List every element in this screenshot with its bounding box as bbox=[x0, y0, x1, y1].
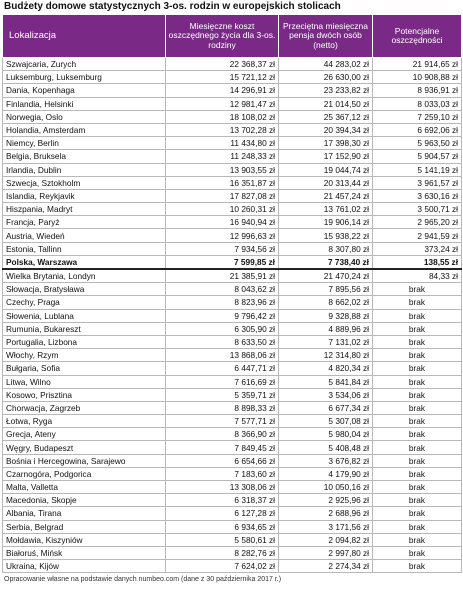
cell-monthly-cost: 14 296,91 zł bbox=[166, 84, 279, 97]
cell-location: Macedonia, Skopje bbox=[3, 494, 166, 507]
cell-location: Polska, Warszawa bbox=[3, 255, 166, 269]
cell-average-salary: 23 233,82 zł bbox=[279, 84, 373, 97]
cell-potential-savings: 2 965,20 zł bbox=[373, 216, 462, 229]
cell-monthly-cost: 7 934,56 zł bbox=[166, 242, 279, 255]
cell-location: Słowacja, Bratysława bbox=[3, 283, 166, 296]
cell-potential-savings: brak bbox=[373, 309, 462, 322]
cell-location: Francja, Paryż bbox=[3, 216, 166, 229]
cell-monthly-cost: 10 260,31 zł bbox=[166, 203, 279, 216]
table-row bbox=[3, 415, 462, 428]
cell-potential-savings: 21 914,65 zł bbox=[373, 58, 462, 71]
cell-monthly-cost: 6 447,71 zł bbox=[166, 362, 279, 375]
cell-monthly-cost: 12 996,63 zł bbox=[166, 229, 279, 242]
table-row bbox=[3, 283, 462, 296]
cell-average-salary: 19 044,74 zł bbox=[279, 163, 373, 176]
cell-location: Albania, Tirana bbox=[3, 507, 166, 520]
cell-monthly-cost: 13 868,06 zł bbox=[166, 349, 279, 362]
table-row bbox=[3, 189, 462, 202]
cell-average-salary: 3 676,82 zł bbox=[279, 454, 373, 467]
table-row bbox=[3, 296, 462, 309]
cell-potential-savings: 138,55 zł bbox=[373, 255, 462, 269]
cell-monthly-cost: 8 898,33 zł bbox=[166, 401, 279, 414]
cell-potential-savings: 3 500,71 zł bbox=[373, 203, 462, 216]
cell-location: Kosowo, Prisztina bbox=[3, 388, 166, 401]
cell-location: Bułgaria, Sofia bbox=[3, 362, 166, 375]
table-row bbox=[3, 58, 462, 71]
cell-location: Szwajcaria, Zurych bbox=[3, 58, 166, 71]
cell-potential-savings: 8 033,03 zł bbox=[373, 97, 462, 110]
cell-average-salary: 6 677,34 zł bbox=[279, 401, 373, 414]
cell-potential-savings: brak bbox=[373, 560, 462, 573]
table-row bbox=[3, 362, 462, 375]
table-row bbox=[3, 428, 462, 441]
cell-average-salary: 2 274,34 zł bbox=[279, 560, 373, 573]
cell-potential-savings: brak bbox=[373, 546, 462, 559]
cell-potential-savings: 6 692,06 zł bbox=[373, 123, 462, 136]
cell-location: Czarnogóra, Podgorica bbox=[3, 467, 166, 480]
cell-monthly-cost: 18 108,02 zł bbox=[166, 110, 279, 123]
table-row bbox=[3, 322, 462, 335]
table-row bbox=[3, 229, 462, 242]
table-row bbox=[3, 335, 462, 348]
cell-location: Malta, Valletta bbox=[3, 481, 166, 494]
cell-monthly-cost: 8 366,90 zł bbox=[166, 428, 279, 441]
cell-average-salary: 7 738,40 zł bbox=[279, 255, 373, 269]
cell-location: Norwegia, Oslo bbox=[3, 110, 166, 123]
cell-potential-savings: brak bbox=[373, 494, 462, 507]
cell-location: Austria, Wiedeń bbox=[3, 229, 166, 242]
cell-location: Portugalia, Lizbona bbox=[3, 335, 166, 348]
cell-potential-savings: brak bbox=[373, 428, 462, 441]
table-row bbox=[3, 520, 462, 533]
cell-average-salary: 20 394,34 zł bbox=[279, 123, 373, 136]
table-row bbox=[3, 546, 462, 559]
cell-potential-savings: 5 963,50 zł bbox=[373, 137, 462, 150]
table-row bbox=[3, 560, 462, 573]
table-row bbox=[3, 533, 462, 546]
cell-monthly-cost: 6 305,90 zł bbox=[166, 322, 279, 335]
cell-location: Mołdawia, Kiszyniów bbox=[3, 533, 166, 546]
cell-potential-savings: brak bbox=[373, 520, 462, 533]
cell-location: Islandia, Reykjavik bbox=[3, 189, 166, 202]
cell-monthly-cost: 6 934,65 zł bbox=[166, 520, 279, 533]
table-row bbox=[3, 242, 462, 255]
table-row bbox=[3, 481, 462, 494]
cell-location: Łotwa, Ryga bbox=[3, 415, 166, 428]
cell-location: Ukraina, Kijów bbox=[3, 560, 166, 573]
cell-average-salary: 21 470,24 zł bbox=[279, 269, 373, 283]
cell-location: Włochy, Rzym bbox=[3, 349, 166, 362]
cell-location: Szwecja, Sztokholm bbox=[3, 176, 166, 189]
cell-location: Finlandia, Helsinki bbox=[3, 97, 166, 110]
cell-average-salary: 21 457,24 zł bbox=[279, 189, 373, 202]
cell-potential-savings: 7 259,10 zł bbox=[373, 110, 462, 123]
cell-monthly-cost: 13 702,28 zł bbox=[166, 123, 279, 136]
cell-potential-savings: brak bbox=[373, 454, 462, 467]
table-row bbox=[3, 375, 462, 388]
cell-location: Irlandia, Dublin bbox=[3, 163, 166, 176]
cell-monthly-cost: 7 624,02 zł bbox=[166, 560, 279, 573]
table-row bbox=[3, 216, 462, 229]
cell-location: Białoruś, Mińsk bbox=[3, 546, 166, 559]
table-row bbox=[3, 97, 462, 110]
cell-monthly-cost: 22 368,37 zł bbox=[166, 58, 279, 71]
cell-average-salary: 7 131,02 zł bbox=[279, 335, 373, 348]
cell-average-salary: 17 152,90 zł bbox=[279, 150, 373, 163]
cell-average-salary: 2 688,96 zł bbox=[279, 507, 373, 520]
cell-monthly-cost: 7 616,69 zł bbox=[166, 375, 279, 388]
cell-average-salary: 20 313,44 zł bbox=[279, 176, 373, 189]
cell-potential-savings: 84,33 zł bbox=[373, 269, 462, 283]
cell-average-salary: 44 283,02 zł bbox=[279, 58, 373, 71]
cell-potential-savings: brak bbox=[373, 296, 462, 309]
cell-average-salary: 2 997,80 zł bbox=[279, 546, 373, 559]
cell-potential-savings: 5 141,19 zł bbox=[373, 163, 462, 176]
table-row bbox=[3, 255, 462, 269]
cell-average-salary: 2 925,96 zł bbox=[279, 494, 373, 507]
header-row bbox=[3, 15, 462, 58]
table-row bbox=[3, 71, 462, 84]
table-row bbox=[3, 309, 462, 322]
cell-monthly-cost: 13 903,55 zł bbox=[166, 163, 279, 176]
table-body bbox=[3, 58, 462, 573]
cell-monthly-cost: 12 981,47 zł bbox=[166, 97, 279, 110]
cell-potential-savings: brak bbox=[373, 335, 462, 348]
cell-average-salary: 3 534,06 zł bbox=[279, 388, 373, 401]
cell-average-salary: 8 307,80 zł bbox=[279, 242, 373, 255]
cell-location: Grecja, Ateny bbox=[3, 428, 166, 441]
cell-location: Belgia, Bruksela bbox=[3, 150, 166, 163]
header-average-salary: Przeciętna miesięczna pensja dwóch osób (netto) bbox=[279, 15, 373, 58]
cell-potential-savings: 2 941,59 zł bbox=[373, 229, 462, 242]
cell-average-salary: 12 314,80 zł bbox=[279, 349, 373, 362]
cell-average-salary: 4 179,90 zł bbox=[279, 467, 373, 480]
cell-average-salary: 13 761,02 zł bbox=[279, 203, 373, 216]
cell-average-salary: 15 938,22 zł bbox=[279, 229, 373, 242]
cell-average-salary: 19 906,14 zł bbox=[279, 216, 373, 229]
cell-average-salary: 2 094,82 zł bbox=[279, 533, 373, 546]
cell-location: Dania, Kopenhaga bbox=[3, 84, 166, 97]
cell-monthly-cost: 16 940,94 zł bbox=[166, 216, 279, 229]
header-location: Lokalizacja bbox=[3, 15, 166, 58]
cell-potential-savings: brak bbox=[373, 401, 462, 414]
cell-monthly-cost: 8 282,76 zł bbox=[166, 546, 279, 559]
cell-monthly-cost: 6 654,66 zł bbox=[166, 454, 279, 467]
cell-potential-savings: brak bbox=[373, 349, 462, 362]
cell-potential-savings: brak bbox=[373, 362, 462, 375]
table-row bbox=[3, 454, 462, 467]
cell-average-salary: 21 014,50 zł bbox=[279, 97, 373, 110]
cell-potential-savings: brak bbox=[373, 533, 462, 546]
cell-average-salary: 10 050,16 zł bbox=[279, 481, 373, 494]
cell-potential-savings: brak bbox=[373, 481, 462, 494]
cell-average-salary: 5 307,08 zł bbox=[279, 415, 373, 428]
cell-potential-savings: brak bbox=[373, 388, 462, 401]
cell-monthly-cost: 5 580,61 zł bbox=[166, 533, 279, 546]
table-row bbox=[3, 110, 462, 123]
cell-location: Bośnia i Hercegowina, Sarajewo bbox=[3, 454, 166, 467]
cell-monthly-cost: 8 823,96 zł bbox=[166, 296, 279, 309]
cell-monthly-cost: 7 577,71 zł bbox=[166, 415, 279, 428]
table-row bbox=[3, 388, 462, 401]
cell-location: Wielka Brytania, Londyn bbox=[3, 269, 166, 283]
cell-average-salary: 9 328,88 zł bbox=[279, 309, 373, 322]
cell-potential-savings: 3 630,16 zł bbox=[373, 189, 462, 202]
cell-average-salary: 4 820,34 zł bbox=[279, 362, 373, 375]
table-title: Budżety domowe statystycznych 3-os. rodzin w europejskich stolicach bbox=[4, 1, 341, 12]
cell-potential-savings: 5 904,57 zł bbox=[373, 150, 462, 163]
cell-location: Holandia, Amsterdam bbox=[3, 123, 166, 136]
cell-potential-savings: brak bbox=[373, 283, 462, 296]
cell-location: Luksemburg, Luksemburg bbox=[3, 71, 166, 84]
cell-average-salary: 8 662,02 zł bbox=[279, 296, 373, 309]
cell-monthly-cost: 7 183,60 zł bbox=[166, 467, 279, 480]
cell-average-salary: 26 630,00 zł bbox=[279, 71, 373, 84]
cell-location: Czechy, Praga bbox=[3, 296, 166, 309]
cell-potential-savings: brak bbox=[373, 467, 462, 480]
cell-average-salary: 5 980,04 zł bbox=[279, 428, 373, 441]
cell-monthly-cost: 21 385,91 zł bbox=[166, 269, 279, 283]
cell-average-salary: 5 841,84 zł bbox=[279, 375, 373, 388]
table-row bbox=[3, 467, 462, 480]
cell-monthly-cost: 9 796,42 zł bbox=[166, 309, 279, 322]
table-row bbox=[3, 203, 462, 216]
cell-potential-savings: brak bbox=[373, 415, 462, 428]
cell-location: Hiszpania, Madryt bbox=[3, 203, 166, 216]
header-monthly-cost: Miesięczne koszt oszczędnego życia dla 3-os. rodziny bbox=[166, 15, 279, 58]
cell-average-salary: 5 408,48 zł bbox=[279, 441, 373, 454]
cell-monthly-cost: 7 849,45 zł bbox=[166, 441, 279, 454]
cell-potential-savings: 8 936,91 zł bbox=[373, 84, 462, 97]
cell-potential-savings: brak bbox=[373, 441, 462, 454]
table-row bbox=[3, 269, 462, 283]
cell-monthly-cost: 13 308,06 zł bbox=[166, 481, 279, 494]
cell-location: Litwa, Wilno bbox=[3, 375, 166, 388]
table-row bbox=[3, 84, 462, 97]
cell-potential-savings: brak bbox=[373, 375, 462, 388]
cell-monthly-cost: 7 599,85 zł bbox=[166, 255, 279, 269]
table-row bbox=[3, 441, 462, 454]
cell-monthly-cost: 5 359,71 zł bbox=[166, 388, 279, 401]
cell-average-salary: 4 889,96 zł bbox=[279, 322, 373, 335]
cell-potential-savings: brak bbox=[373, 322, 462, 335]
cell-location: Słowenia, Lublana bbox=[3, 309, 166, 322]
cell-location: Chorwacja, Zagrzeb bbox=[3, 401, 166, 414]
table-row bbox=[3, 176, 462, 189]
cell-average-salary: 25 367,12 zł bbox=[279, 110, 373, 123]
table-row bbox=[3, 137, 462, 150]
cell-location: Węgry, Budapeszt bbox=[3, 441, 166, 454]
table-row bbox=[3, 123, 462, 136]
cell-monthly-cost: 8 633,50 zł bbox=[166, 335, 279, 348]
cell-potential-savings: 3 961,57 zł bbox=[373, 176, 462, 189]
table-row bbox=[3, 494, 462, 507]
table-row bbox=[3, 163, 462, 176]
cell-monthly-cost: 8 043,62 zł bbox=[166, 283, 279, 296]
table-row bbox=[3, 401, 462, 414]
cell-potential-savings: 10 908,88 zł bbox=[373, 71, 462, 84]
cell-potential-savings: 373,24 zł bbox=[373, 242, 462, 255]
cell-monthly-cost: 6 318,37 zł bbox=[166, 494, 279, 507]
cell-monthly-cost: 15 721,12 zł bbox=[166, 71, 279, 84]
cell-monthly-cost: 11 434,80 zł bbox=[166, 137, 279, 150]
header-potential-savings: Potencjalne oszczędności bbox=[373, 15, 462, 58]
table-row bbox=[3, 150, 462, 163]
cell-average-salary: 17 398,30 zł bbox=[279, 137, 373, 150]
cell-location: Serbia, Belgrad bbox=[3, 520, 166, 533]
source-footnote: Opracowanie własne na podstawie danych numbeo.com (dane z 30 października 2017 r.) bbox=[4, 576, 282, 584]
table-row bbox=[3, 349, 462, 362]
cell-monthly-cost: 6 127,28 zł bbox=[166, 507, 279, 520]
cell-average-salary: 7 895,56 zł bbox=[279, 283, 373, 296]
cell-location: Niemcy, Berlin bbox=[3, 137, 166, 150]
cell-monthly-cost: 17 827,08 zł bbox=[166, 189, 279, 202]
cell-location: Estonia, Tallinn bbox=[3, 242, 166, 255]
cell-monthly-cost: 11 248,33 zł bbox=[166, 150, 279, 163]
cell-location: Rumunia, Bukareszt bbox=[3, 322, 166, 335]
table-row bbox=[3, 507, 462, 520]
cell-average-salary: 3 171,56 zł bbox=[279, 520, 373, 533]
cell-potential-savings: brak bbox=[373, 507, 462, 520]
table-header bbox=[3, 15, 462, 58]
cell-monthly-cost: 16 351,87 zł bbox=[166, 176, 279, 189]
budget-table bbox=[2, 14, 462, 573]
